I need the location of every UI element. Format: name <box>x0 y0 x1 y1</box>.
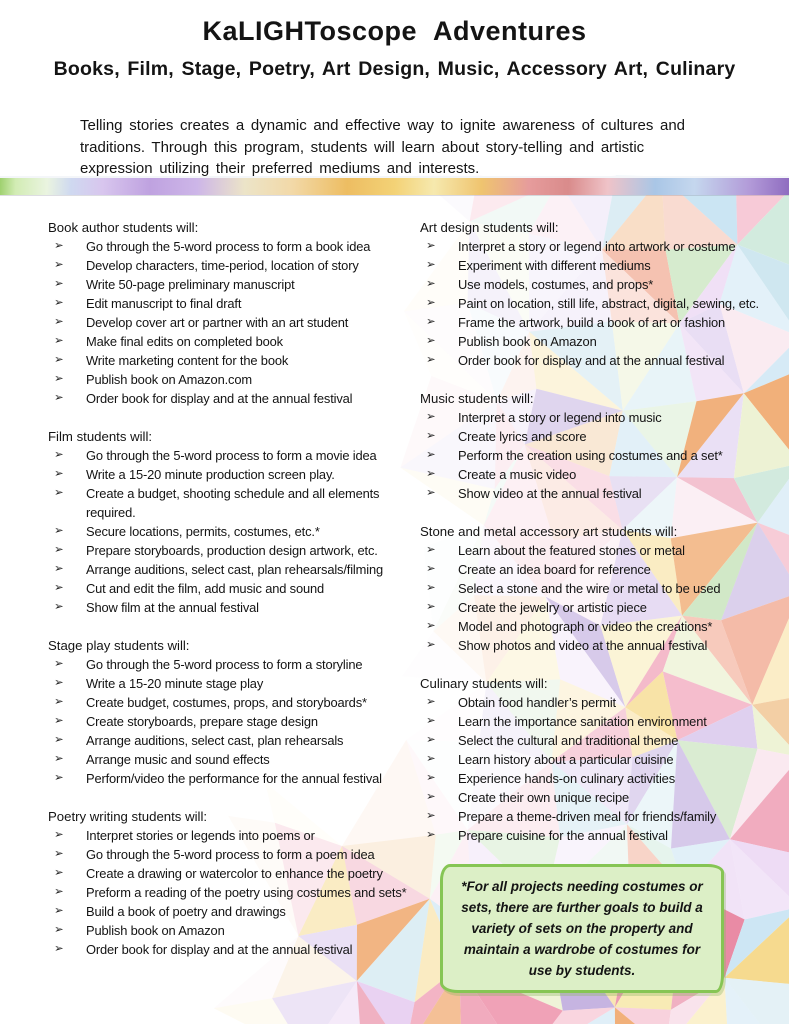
list-item <box>420 294 776 313</box>
arrow-bullet-icon: ➢ <box>54 525 64 537</box>
list-item-text: Prepare cuisine for the annual festival <box>458 828 668 843</box>
list-item-text: Go through the 5-word process to form a storyline <box>86 657 363 672</box>
list-item-text: Order book for display and at the annual festival <box>86 391 353 406</box>
list-item-text: Experience hands-on culinary activities <box>458 771 675 786</box>
section-heading: Stone and metal accessory art students will: <box>420 524 678 539</box>
list-item <box>420 788 776 807</box>
list-item-text: Build a book of poetry and drawings <box>86 904 286 919</box>
section-music-students-will <box>420 389 776 503</box>
arrow-bullet-icon: ➢ <box>54 734 64 746</box>
list-item-text: Make final edits on completed book <box>86 334 283 349</box>
arrow-bullet-icon: ➢ <box>426 829 436 841</box>
section-item-list <box>420 237 776 370</box>
list-item <box>420 237 776 256</box>
arrow-bullet-icon: ➢ <box>54 335 64 347</box>
costumes-sets-note-text: *For all projects needing costumes or sets, there are further goals to build a variety of sets on the property and maintain a wardrobe of costumes for use by students. <box>461 879 703 978</box>
arrow-bullet-icon: ➢ <box>426 411 436 423</box>
list-item <box>48 560 420 579</box>
list-item-text: Edit manuscript to final draft <box>86 296 242 311</box>
list-item-text: Cut and edit the film, add music and sound <box>86 581 325 596</box>
arrow-bullet-icon: ➢ <box>426 563 436 575</box>
section-stone-and-metal-accessory-art-students-will <box>420 522 776 655</box>
list-item-text: Publish book on Amazon <box>458 334 597 349</box>
list-item-text: Frame the artwork, build a book of art or fashion <box>458 315 726 330</box>
section-item-list <box>48 826 420 959</box>
intro-paragraph: Telling stories creates a dynamic and effective way to ignite awareness of cultures and traditions. Through this program, students will learn about story-telling and artistic expression utilizing their preferred mediums and interests. <box>80 117 686 177</box>
arrow-bullet-icon: ➢ <box>426 335 436 347</box>
arrow-bullet-icon: ➢ <box>426 772 436 784</box>
list-item <box>48 579 420 598</box>
list-item <box>48 864 420 883</box>
list-item <box>48 769 420 788</box>
list-item-text: Create a music video <box>458 467 577 482</box>
arrow-bullet-icon: ➢ <box>54 563 64 575</box>
list-item <box>48 921 420 940</box>
list-item <box>48 256 420 275</box>
list-item-text: Perform/video the performance for the annual festival <box>86 771 382 786</box>
list-item <box>420 408 776 427</box>
arrow-bullet-icon: ➢ <box>54 905 64 917</box>
list-item-text: Show film at the annual festival <box>86 600 259 615</box>
section-item-list <box>48 446 420 617</box>
arrow-bullet-icon: ➢ <box>54 924 64 936</box>
arrow-bullet-icon: ➢ <box>54 468 64 480</box>
section-item-list <box>48 655 420 788</box>
list-item <box>420 332 776 351</box>
section-art-design-students-will <box>420 218 776 370</box>
list-item-text: Paint on location, still life, abstract, digital, sewing, etc. <box>458 296 759 311</box>
list-item <box>48 389 420 408</box>
list-item-text: Arrange auditions, select cast, plan rehearsals <box>86 733 344 748</box>
arrow-bullet-icon: ➢ <box>54 373 64 385</box>
list-item-text: Order book for display and at the annual festival <box>458 353 725 368</box>
list-item-text: Arrange auditions, select cast, plan rehearsals/filming <box>86 562 383 577</box>
arrow-bullet-icon: ➢ <box>426 259 436 271</box>
list-item-text: Secure locations, permits, costumes, etc.* <box>86 524 320 539</box>
list-item-text: Create lyrics and score <box>458 429 587 444</box>
arrow-bullet-icon: ➢ <box>426 696 436 708</box>
list-item <box>48 712 420 731</box>
costumes-sets-note <box>440 864 724 993</box>
list-item <box>420 579 776 598</box>
list-item <box>48 351 420 370</box>
list-item <box>420 693 776 712</box>
list-item <box>48 522 420 541</box>
list-item <box>420 560 776 579</box>
list-item-text: Create their own unique recipe <box>458 790 630 805</box>
arrow-bullet-icon: ➢ <box>426 639 436 651</box>
list-item <box>420 484 776 503</box>
list-item <box>420 275 776 294</box>
list-item <box>420 826 776 845</box>
list-item-text: Experiment with different mediums <box>458 258 651 273</box>
section-heading: Stage play students will: <box>48 638 190 653</box>
arrow-bullet-icon: ➢ <box>426 734 436 746</box>
list-item <box>48 883 420 902</box>
list-item <box>48 332 420 351</box>
list-item-text: Prepare a theme-driven meal for friends/family <box>458 809 717 824</box>
list-item <box>48 313 420 332</box>
arrow-bullet-icon: ➢ <box>426 715 436 727</box>
arrow-bullet-icon: ➢ <box>426 487 436 499</box>
arrow-bullet-icon: ➢ <box>426 753 436 765</box>
list-item <box>48 655 420 674</box>
arrow-bullet-icon: ➢ <box>426 297 436 309</box>
arrow-bullet-icon: ➢ <box>54 715 64 727</box>
list-item <box>48 541 420 560</box>
list-item-text: Create a drawing or watercolor to enhance the poetry <box>86 866 383 881</box>
list-item-text: Order book for display and at the annual festival <box>86 942 353 957</box>
section-item-list <box>420 693 776 845</box>
arrow-bullet-icon: ➢ <box>426 544 436 556</box>
arrow-bullet-icon: ➢ <box>54 487 64 499</box>
arrow-bullet-icon: ➢ <box>54 772 64 784</box>
list-item <box>48 294 420 313</box>
list-item-text: Learn the importance sanitation environment <box>458 714 707 729</box>
section-poetry-writing-students-will <box>48 807 420 959</box>
arrow-bullet-icon: ➢ <box>54 753 64 765</box>
page-subtitle: Books, Film, Stage, Poetry, Art Design, Music, Accessory Art, Culinary <box>53 58 736 80</box>
section-item-list <box>48 237 420 408</box>
arrow-bullet-icon: ➢ <box>54 240 64 252</box>
arrow-bullet-icon: ➢ <box>426 430 436 442</box>
list-item <box>420 598 776 617</box>
arrow-bullet-icon: ➢ <box>54 601 64 613</box>
list-item <box>420 427 776 446</box>
list-item-text: Use models, costumes, and props* <box>458 277 654 292</box>
list-item <box>48 484 420 522</box>
list-item-text: Interpret a story or legend into artwork or costume <box>458 239 736 254</box>
list-item <box>420 769 776 788</box>
list-item-text: Develop cover art or partner with an art student <box>86 315 349 330</box>
list-item <box>48 731 420 750</box>
list-item-text: Go through the 5-word process to form a movie idea <box>86 448 377 463</box>
list-item-text: Create the jewelry or artistic piece <box>458 600 647 615</box>
list-item <box>48 693 420 712</box>
arrow-bullet-icon: ➢ <box>54 354 64 366</box>
list-item <box>48 275 420 294</box>
list-item-text: Publish book on Amazon.com <box>86 372 252 387</box>
list-item-text: Learn about the featured stones or metal <box>458 543 685 558</box>
list-item <box>420 617 776 636</box>
arrow-bullet-icon: ➢ <box>54 867 64 879</box>
list-item <box>420 541 776 560</box>
arrow-bullet-icon: ➢ <box>54 316 64 328</box>
arrow-bullet-icon: ➢ <box>54 278 64 290</box>
list-item-text: Model and photograph or video the creations* <box>458 619 713 634</box>
arrow-bullet-icon: ➢ <box>54 943 64 955</box>
list-item-text: Develop characters, time-period, location of story <box>86 258 359 273</box>
list-item-text: Arrange music and sound effects <box>86 752 270 767</box>
section-film-students-will <box>48 427 420 617</box>
list-item-text: Write a 15-20 minute production screen play. <box>86 467 335 482</box>
list-item-text: Interpret stories or legends into poems or <box>86 828 315 843</box>
list-item-text: Go through the 5-word process to form a poem idea <box>86 847 375 862</box>
arrow-bullet-icon: ➢ <box>426 582 436 594</box>
arrow-bullet-icon: ➢ <box>426 354 436 366</box>
list-item-text: Interpret a story or legend into music <box>458 410 662 425</box>
arrow-bullet-icon: ➢ <box>426 278 436 290</box>
list-item-text: Create budget, costumes, props, and storyboards* <box>86 695 367 710</box>
list-item-text: Learn history about a particular cuisine <box>458 752 674 767</box>
page-title: KaLIGHToscope Adventures <box>202 16 587 46</box>
list-item-text: Publish book on Amazon <box>86 923 225 938</box>
list-item <box>420 636 776 655</box>
list-item <box>48 370 420 389</box>
section-heading: Culinary students will: <box>420 676 548 691</box>
arrow-bullet-icon: ➢ <box>426 240 436 252</box>
arrow-bullet-icon: ➢ <box>426 620 436 632</box>
list-item-text: Create an idea board for reference <box>458 562 651 577</box>
left-column <box>48 218 420 978</box>
list-item-text: Go through the 5-word process to form a book idea <box>86 239 371 254</box>
list-item <box>420 750 776 769</box>
section-heading: Book author students will: <box>48 220 199 235</box>
list-item <box>48 826 420 845</box>
list-item <box>48 845 420 864</box>
arrow-bullet-icon: ➢ <box>426 468 436 480</box>
list-item <box>48 940 420 959</box>
arrow-bullet-icon: ➢ <box>54 392 64 404</box>
section-book-author-students-will <box>48 218 420 408</box>
arrow-bullet-icon: ➢ <box>54 829 64 841</box>
section-culinary-students-will <box>420 674 776 845</box>
arrow-bullet-icon: ➢ <box>426 449 436 461</box>
list-item <box>48 446 420 465</box>
list-item <box>420 712 776 731</box>
list-item <box>420 731 776 750</box>
list-item-text: Write marketing content for the book <box>86 353 289 368</box>
list-item-text: Obtain food handler’s permit <box>458 695 616 710</box>
list-item <box>420 807 776 826</box>
arrow-bullet-icon: ➢ <box>426 601 436 613</box>
list-item-text: Preform a reading of the poetry using costumes and sets* <box>86 885 407 900</box>
section-heading: Art design students will: <box>420 220 559 235</box>
list-item-text: Write 50-page preliminary manuscript <box>86 277 295 292</box>
section-stage-play-students-will <box>48 636 420 788</box>
arrow-bullet-icon: ➢ <box>426 791 436 803</box>
section-item-list <box>420 541 776 655</box>
list-item <box>48 750 420 769</box>
section-heading: Music students will: <box>420 391 534 406</box>
list-item-text: Create a budget, shooting schedule and all elements required. <box>86 486 380 520</box>
right-column <box>420 218 776 993</box>
list-item-text: Select the cultural and traditional theme <box>458 733 679 748</box>
list-item <box>420 351 776 370</box>
arrow-bullet-icon: ➢ <box>54 544 64 556</box>
list-item <box>48 902 420 921</box>
arrow-bullet-icon: ➢ <box>54 259 64 271</box>
arrow-bullet-icon: ➢ <box>54 677 64 689</box>
list-item <box>48 598 420 617</box>
list-item <box>48 237 420 256</box>
list-item <box>48 674 420 693</box>
arrow-bullet-icon: ➢ <box>426 316 436 328</box>
arrow-bullet-icon: ➢ <box>54 696 64 708</box>
list-item <box>420 465 776 484</box>
list-item-text: Create storyboards, prepare stage design <box>86 714 318 729</box>
list-item-text: Show photos and video at the annual festival <box>458 638 708 653</box>
list-item <box>420 256 776 275</box>
arrow-bullet-icon: ➢ <box>54 886 64 898</box>
section-item-list <box>420 408 776 503</box>
arrow-bullet-icon: ➢ <box>54 658 64 670</box>
arrow-bullet-icon: ➢ <box>426 810 436 822</box>
list-item <box>420 313 776 332</box>
arrow-bullet-icon: ➢ <box>54 449 64 461</box>
list-item-text: Perform the creation using costumes and a set* <box>458 448 723 463</box>
arrow-bullet-icon: ➢ <box>54 297 64 309</box>
list-item-text: Show video at the annual festival <box>458 486 642 501</box>
arrow-bullet-icon: ➢ <box>54 848 64 860</box>
section-heading: Poetry writing students will: <box>48 809 208 824</box>
arrow-bullet-icon: ➢ <box>54 582 64 594</box>
list-item <box>48 465 420 484</box>
list-item <box>420 446 776 465</box>
section-heading: Film students will: <box>48 429 153 444</box>
list-item-text: Prepare storyboards, production design artwork, etc. <box>86 543 378 558</box>
list-item-text: Select a stone and the wire or metal to be used <box>458 581 721 596</box>
list-item-text: Write a 15-20 minute stage play <box>86 676 264 691</box>
